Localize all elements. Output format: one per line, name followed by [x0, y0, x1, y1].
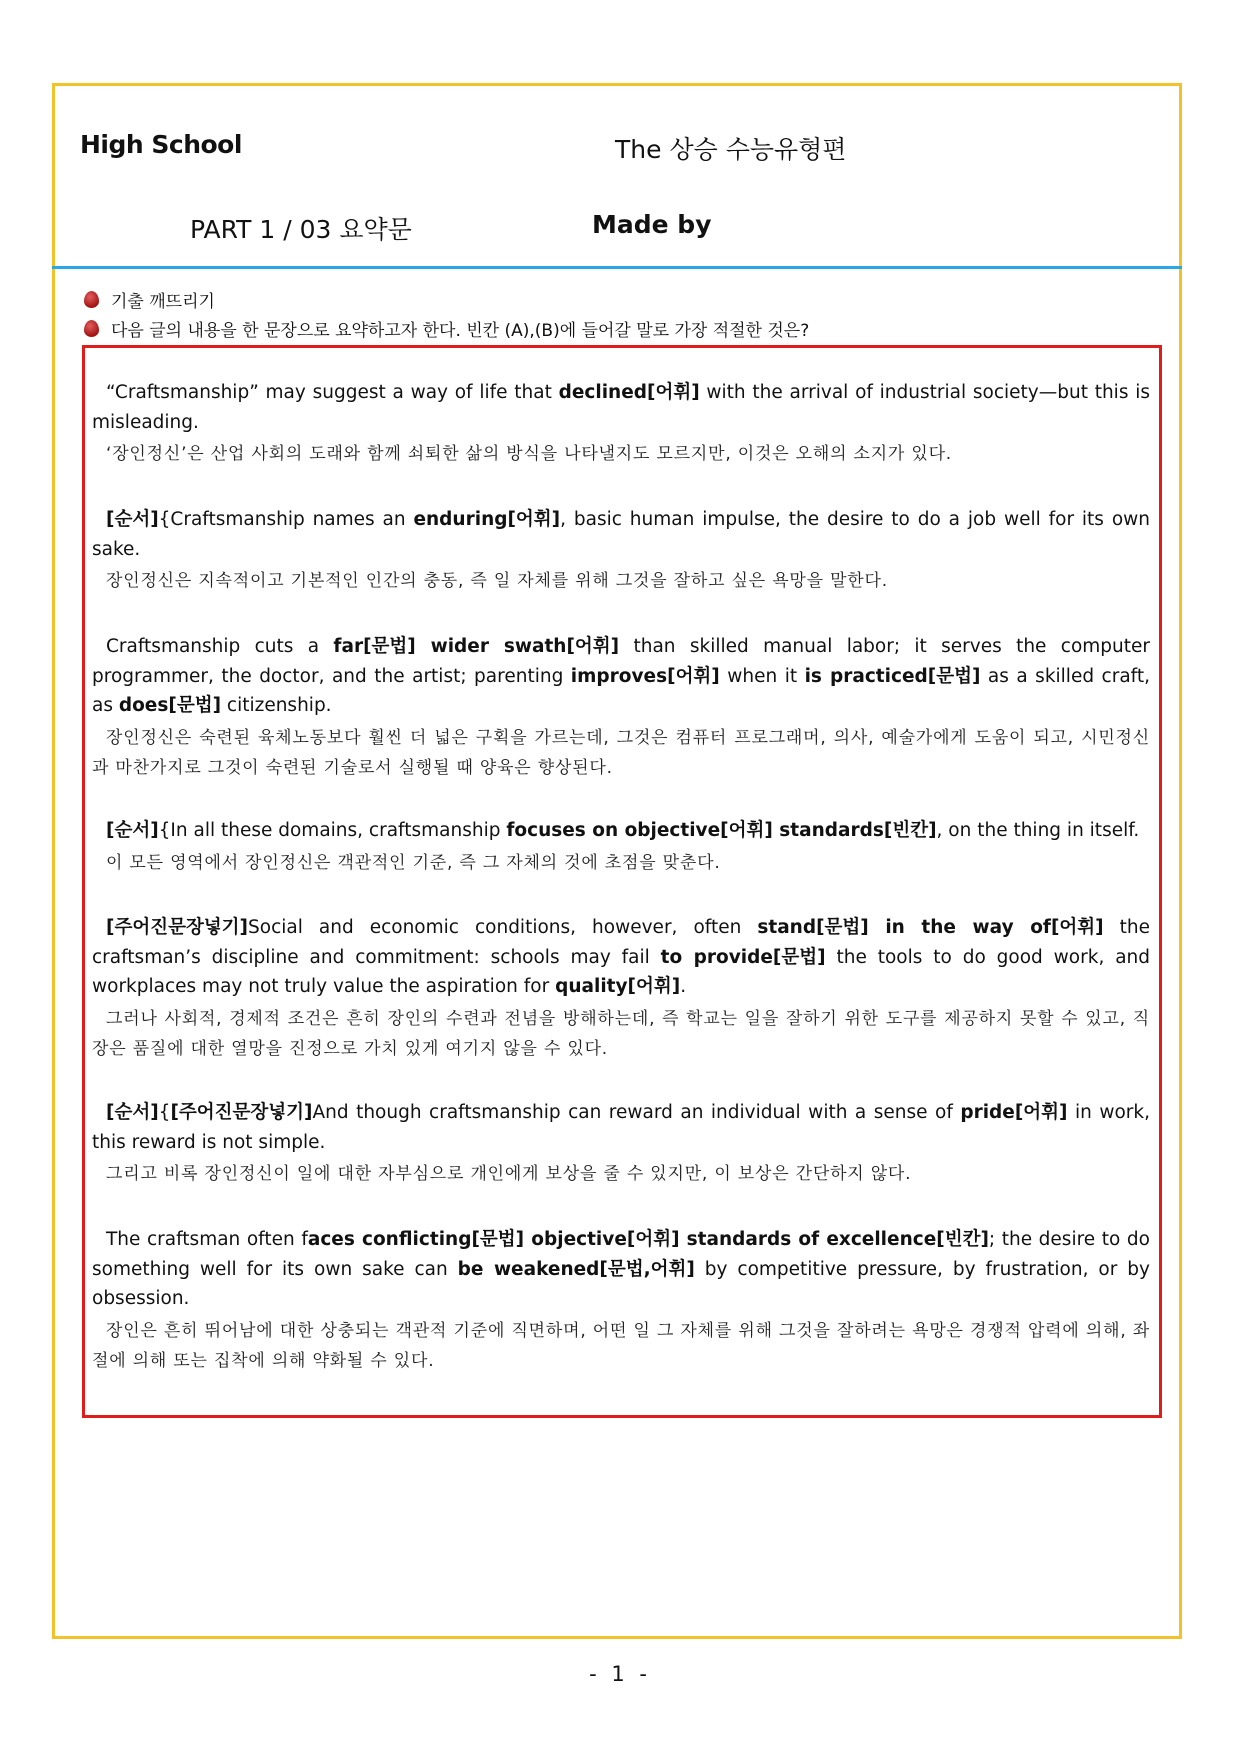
text-run: in work, this reward is not simple. — [92, 1102, 1150, 1153]
made-by: Made by — [592, 210, 712, 239]
text-run: The craftsman often f — [106, 1229, 308, 1250]
annotated-phrase: does[문법] — [118, 695, 222, 716]
text-run: { — [158, 1102, 171, 1123]
text-run: as a skilled craft, as — [92, 665, 1150, 716]
annotated-phrase: pride[어휘] — [960, 1102, 1068, 1123]
annotated-phrase: aces conflicting[문법] objective[어휘] standards of excellence[빈칸] — [307, 1229, 989, 1250]
text-run: {In all these domains, craftsmanship — [158, 820, 507, 841]
book-title: The 상승 수능유형편 — [615, 135, 847, 164]
annotated-phrase: [순서] — [106, 509, 159, 530]
annotated-phrase: quality[어휘] — [555, 976, 681, 997]
annotated-phrase: to provide[문법] — [660, 946, 826, 968]
paragraph — [92, 632, 1150, 783]
paragraph-korean: 그러나 사회적, 경제적 조건은 흔히 장인의 수련과 전념을 방해하는데, 즉 학교는 일을 잘하기 위한 도구를 제공하지 못할 수 있고, 직장은 품질에 대한 열망을 진정으로 가치 있게 여기지 않을 수 있다. — [92, 1008, 1150, 1059]
paragraph-korean: 이 모든 영역에서 장인정신은 객관적인 기준, 즉 그 자체의 것에 초점을 맞춘다. — [106, 852, 721, 873]
paragraph-korean: 장인정신은 지속적이고 기본적인 인간의 충동, 즉 일 자체를 위해 그것을 잘하고 싶은 욕망을 말한다. — [106, 571, 888, 591]
paragraph-korean: 장인정신은 숙련된 육체노동보다 훨씬 더 넓은 구획을 가르는데, 그것은 컴퓨터 프로그래머, 의사, 예술가에게 도움이 되고, 시민정신과 마찬가지로 그것이 숙련된 기술로서 실행될 때 양육은 향상된다. — [92, 727, 1150, 778]
paragraph — [92, 1098, 1150, 1189]
paragraph-korean: ‘장인정신’은 산업 사회의 도래와 함께 쇠퇴한 삶의 방식을 나타낼지도 모르지만, 이것은 오해의 소지가 있다. — [106, 444, 953, 464]
paragraph — [92, 1225, 1150, 1376]
school-level: High School — [80, 130, 242, 159]
text-run: , basic human impulse, the desire to do a job well for its own sake. — [92, 509, 1150, 560]
annotated-phrase: declined[어휘] — [558, 382, 700, 403]
paragraph-english — [92, 505, 1150, 564]
paragraph-english — [92, 378, 1150, 437]
paragraph — [92, 378, 1150, 469]
text-run: with the arrival of industrial society—but this is misleading. — [92, 382, 1150, 433]
text-run: when it — [719, 665, 805, 687]
text-run: by competitive pressure, by frustration, or by obsession. — [92, 1258, 1150, 1309]
text-run: citizenship. — [221, 695, 332, 716]
text-run: than skilled manual labor; it serves the computer programmer, the doctor, and the artist; parenting — [92, 636, 1150, 687]
annotated-phrase: far[문법] wider swath[어휘] — [333, 636, 620, 657]
paragraph — [92, 913, 1150, 1064]
text-run: . — [680, 976, 687, 997]
annotated-phrase: improves[어휘] — [570, 665, 720, 687]
paragraph — [92, 505, 1150, 596]
annotated-phrase: focuses on objective[어휘] standards[빈칸] — [506, 820, 937, 841]
annotated-phrase: [주어진문장넣기] — [106, 917, 249, 938]
paragraph-english — [92, 1225, 1150, 1314]
text-run: And though craftsmanship can reward an individual with a sense of — [312, 1102, 961, 1123]
section-heading-text: 기출 깨뜨리기 — [111, 292, 215, 312]
section-heading — [84, 287, 215, 312]
paragraph-english — [92, 913, 1150, 1002]
page-number: - 1 - — [589, 1662, 651, 1686]
text-run: the craftsman’s discipline and commitment: schools may fail — [92, 917, 1151, 968]
paragraph-english — [92, 1098, 1150, 1157]
annotated-phrase: [순서] — [106, 1102, 159, 1123]
annotated-phrase: enduring[어휘] — [413, 509, 561, 530]
annotated-phrase: [주어진문장넣기] — [170, 1102, 313, 1123]
paragraph — [92, 816, 1150, 878]
text-run: ; the desire to do something well for its own sake can — [92, 1229, 1150, 1280]
part-label: PART 1 / 03 요약문 — [190, 215, 412, 244]
text-run: , on the thing in itself. — [936, 820, 1140, 841]
bullet-icon — [84, 320, 99, 337]
text-run: the tools to do good work, and workplaces may not truly value the aspiration for — [92, 946, 1151, 997]
annotated-phrase: stand[문법] in the way of[어휘] — [757, 917, 1104, 938]
bullet-icon — [84, 291, 99, 308]
text-run: {Craftsmanship names an — [158, 509, 414, 530]
text-run: Craftsmanship cuts a — [106, 636, 334, 657]
annotated-phrase: is practiced[문법] — [804, 665, 981, 687]
annotated-phrase: [순서] — [106, 820, 159, 841]
question-text: 다음 글의 내용을 한 문장으로 요약하고자 한다. 빈칸 (A),(B)에 들어갈 말로 가장 적절한 것은? — [111, 321, 810, 341]
question-prompt — [84, 316, 809, 341]
paragraph-english — [92, 816, 1150, 846]
annotated-phrase: be weakened[문법,어휘] — [457, 1258, 695, 1280]
paragraph-korean: 그리고 비록 장인정신이 일에 대한 자부심으로 개인에게 보상을 줄 수 있지만, 이 보상은 간단하지 않다. — [106, 1164, 912, 1184]
header-rule — [52, 266, 1182, 269]
text-run: “Craftsmanship” may suggest a way of life that — [106, 382, 559, 403]
text-run: Social and economic conditions, however, often — [248, 917, 758, 938]
paragraph-korean: 장인은 흔히 뛰어남에 대한 상충되는 객관적 기준에 직면하며, 어떤 일 그 자체를 위해 그것을 잘하려는 욕망은 경쟁적 압력에 의해, 좌절에 의해 또는 집착에 의해 약화될 수 있다. — [92, 1320, 1150, 1371]
paragraph-english — [92, 632, 1150, 721]
